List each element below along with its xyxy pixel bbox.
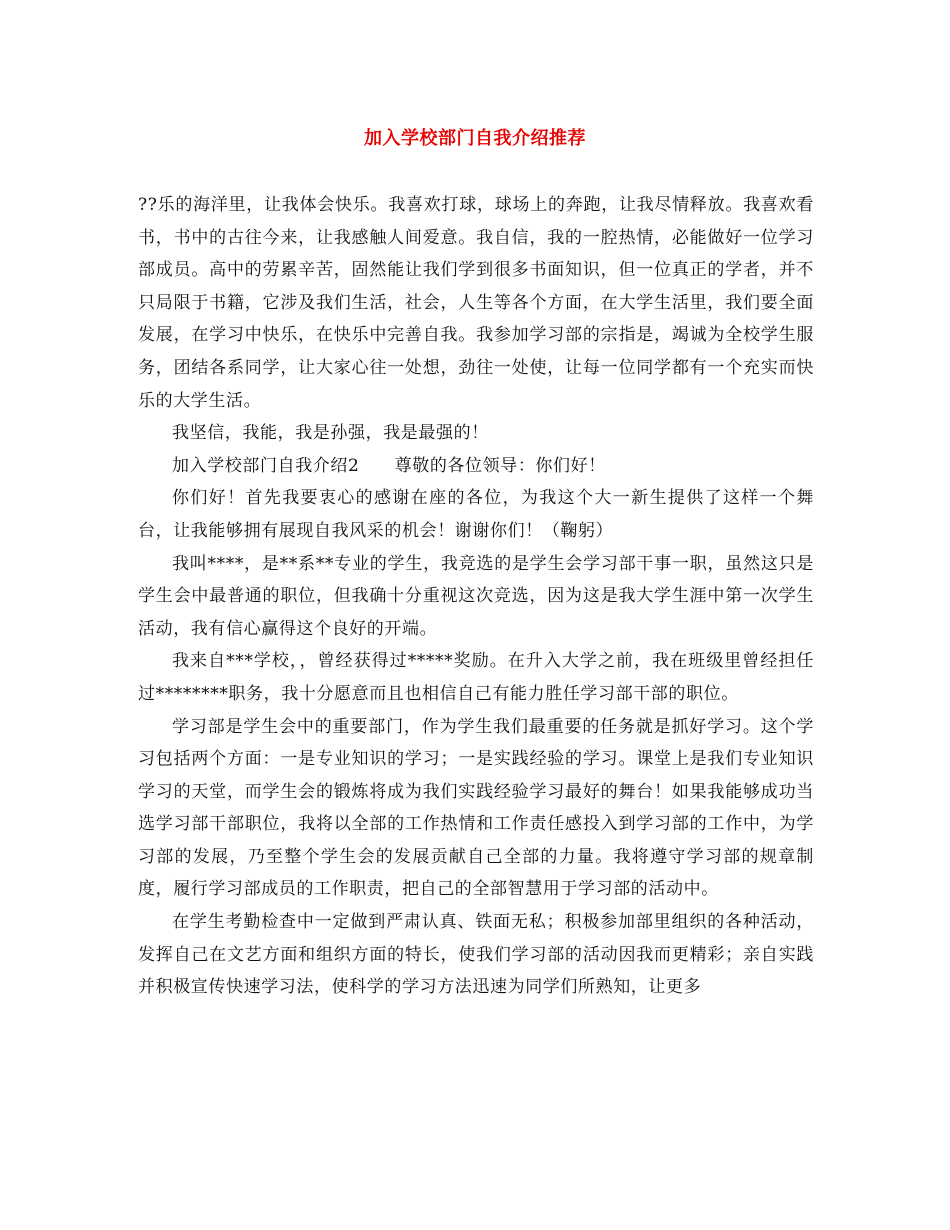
paragraph-7: 学习部是学生会中的重要部门，作为学生我们最重要的任务就是抓好学习。这个学习包括两个方面：一是专业知识的学习；一是实践经验的学习。课堂上是我们专业知识学习的天堂，而学生会的锻炼将成为我们实践经验学习最好的舞台！如果我能够成功当选学习部干部职位，我将以全部的工作热情和工作责任感投入到学习部的工作中，为学习部的发展，乃至整个学生会的发展贡献自己全部的力量。我将遵守学习部的规章制度，履行学习部成员的工作职责，把自己的全部智慧用于学习部的活动中。 <box>138 716 814 900</box>
paragraph-5: 我叫****，是**系**专业的学生，我竞选的是学生会学习部干事一职，虽然这只是学生会中最普通的职位，但我确十分重视这次竞选，因为这是我大学生涯中第一次学生活动，我有信心赢得这个良好的开端。 <box>138 553 814 639</box>
document-title: 加入学校部门自我介绍推荐 <box>364 128 586 149</box>
paragraph-1: ??乐的海洋里，让我体会快乐。我喜欢打球，球场上的奔跑，让我尽情释放。我喜欢看书，书中的古往今来，让我感触人间爱意。我自信，我的一腔热情，必能做好一位学习部成员。高中的劳累辛苦，固然能让我们学到很多书面知识，但一位真正的学者，并不只局限于书籍，它涉及我们生活，社会，人生等各个方面，在大学生活里，我们要全面发展，在学习中快乐，在快乐中完善自我。我参加学习部的宗指是，竭诚为全校学生服务，团结各系同学，让大家心往一处想，劲往一处使，让每一位同学都有一个充实而快乐的大学生活。 <box>138 195 814 411</box>
paragraph-8: 在学生考勤检查中一定做到严肃认真、铁面无私；积极参加部里组织的各种活动，发挥自己在文艺方面和组织方面的特长，使我们学习部的活动因我而更精彩；亲自实践并积极宣传快速学习法，使科学的学习方法迅速为同学们所熟知，让更多 <box>138 912 814 998</box>
paragraph-2: 我坚信，我能，我是孙强，我是最强的！ <box>172 423 489 444</box>
paragraph-6: 我来自***学校，，曾经获得过*****奖励。在升入大学之前，我在班级里曾经担任过********职务，我十分愿意而且也相信自己有能力胜任学习部干部的职位。 <box>138 651 814 704</box>
paragraph-3: 加入学校部门自我介绍2 尊敬的各位领导：你们好！ <box>172 455 606 476</box>
paragraph-4: 你们好！首先我要衷心的感谢在座的各位，为我这个大一新生提供了这样一个舞台，让我能够拥有展现自我风采的机会！谢谢你们！（鞠躬） <box>138 488 814 541</box>
document-body <box>138 189 814 1004</box>
